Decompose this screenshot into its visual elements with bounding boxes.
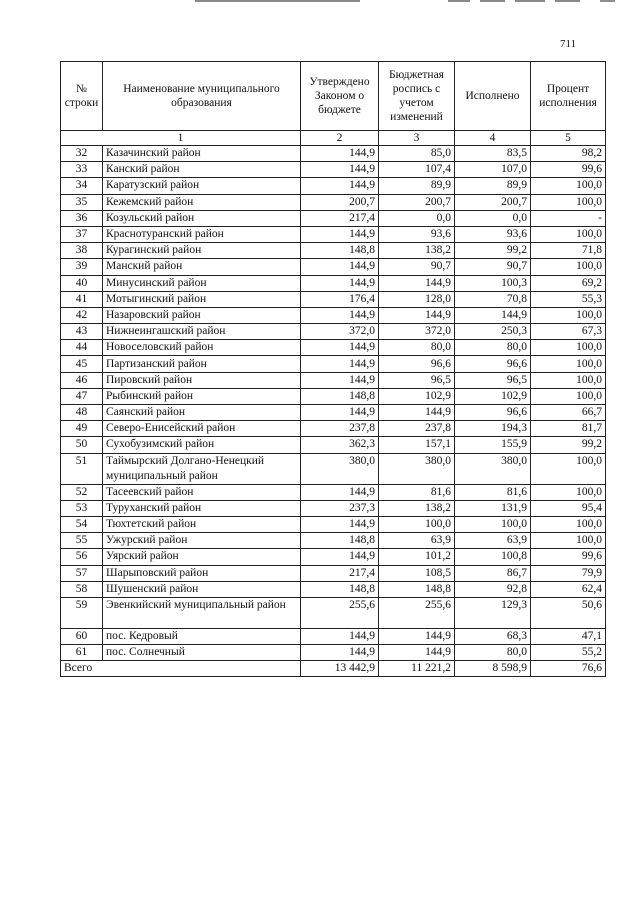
table-row (61, 259, 606, 275)
executed-value: 194,3 (455, 421, 531, 437)
approved-value: 148,8 (301, 581, 379, 597)
executed-value: 131,9 (455, 500, 531, 516)
row-number: 42 (61, 307, 103, 323)
executed-value: 63,9 (455, 533, 531, 549)
approved-value: 144,9 (301, 146, 379, 162)
row-number: 58 (61, 581, 103, 597)
executed-value: 68,3 (455, 628, 531, 644)
executed-value: 99,2 (455, 243, 531, 259)
plan-value: 80,0 (379, 340, 455, 356)
column-number-3: 3 (379, 131, 455, 146)
plan-value: 93,6 (379, 226, 455, 242)
header-name: Наименование муниципального образования (103, 62, 301, 131)
municipality-name: Минусинский район (103, 275, 301, 291)
percent-value: 99,6 (531, 162, 606, 178)
municipality-name: Каратузский район (103, 178, 301, 194)
executed-value: 107,0 (455, 162, 531, 178)
plan-value: 107,4 (379, 162, 455, 178)
approved-value: 217,4 (301, 210, 379, 226)
municipality-name: Курагинский район (103, 243, 301, 259)
executed-value: 80,0 (455, 645, 531, 661)
plan-value: 144,9 (379, 275, 455, 291)
table-row (61, 628, 606, 644)
approved-value: 372,0 (301, 324, 379, 340)
executed-value: 83,5 (455, 146, 531, 162)
table-row (61, 162, 606, 178)
table-row (61, 340, 606, 356)
percent-value: 100,0 (531, 340, 606, 356)
approved-value: 362,3 (301, 437, 379, 453)
plan-value: 0,0 (379, 210, 455, 226)
plan-value: 90,7 (379, 259, 455, 275)
percent-value: 100,0 (531, 194, 606, 210)
header-percent: Процент исполнения (531, 62, 606, 131)
approved-value: 148,8 (301, 533, 379, 549)
approved-value: 144,9 (301, 645, 379, 661)
approved-value: 144,9 (301, 162, 379, 178)
plan-value: 138,2 (379, 500, 455, 516)
row-number: 40 (61, 275, 103, 291)
executed-value: 89,9 (455, 178, 531, 194)
table-row (61, 549, 606, 565)
table-row (61, 307, 606, 323)
total-approved: 13 442,9 (301, 661, 379, 677)
approved-value: 144,9 (301, 356, 379, 372)
executed-value: 129,3 (455, 597, 531, 628)
percent-value: - (531, 210, 606, 226)
table-row (61, 243, 606, 259)
row-number: 33 (61, 162, 103, 178)
percent-value: 81,7 (531, 421, 606, 437)
percent-value: 100,0 (531, 356, 606, 372)
row-number: 50 (61, 437, 103, 453)
table-row (61, 146, 606, 162)
percent-value: 100,0 (531, 307, 606, 323)
municipality-name: пос. Солнечный (103, 645, 301, 661)
executed-value: 380,0 (455, 453, 531, 484)
municipality-name: Кежемский район (103, 194, 301, 210)
row-number: 61 (61, 645, 103, 661)
executed-value: 100,3 (455, 275, 531, 291)
total-row (61, 661, 606, 677)
municipality-name: Казачинский район (103, 146, 301, 162)
executed-value: 102,9 (455, 388, 531, 404)
municipality-name: Манский район (103, 259, 301, 275)
approved-value: 255,6 (301, 597, 379, 628)
percent-value: 55,3 (531, 291, 606, 307)
executed-value: 96,5 (455, 372, 531, 388)
percent-value: 66,7 (531, 405, 606, 421)
approved-value: 144,9 (301, 178, 379, 194)
plan-value: 100,0 (379, 516, 455, 532)
plan-value: 63,9 (379, 533, 455, 549)
approved-value: 237,8 (301, 421, 379, 437)
table-row (61, 437, 606, 453)
table-row (61, 275, 606, 291)
table-row (61, 533, 606, 549)
approved-value: 144,9 (301, 516, 379, 532)
total-executed: 8 598,9 (455, 661, 531, 677)
table-row (61, 405, 606, 421)
table-row (61, 226, 606, 242)
percent-value: 67,3 (531, 324, 606, 340)
approved-value: 144,9 (301, 307, 379, 323)
executed-value: 0,0 (455, 210, 531, 226)
row-number: 52 (61, 484, 103, 500)
plan-value: 144,9 (379, 405, 455, 421)
plan-value: 148,8 (379, 581, 455, 597)
percent-value: 79,9 (531, 565, 606, 581)
executed-value: 96,6 (455, 405, 531, 421)
approved-value: 144,9 (301, 259, 379, 275)
plan-value: 157,1 (379, 437, 455, 453)
table-row (61, 484, 606, 500)
row-number: 39 (61, 259, 103, 275)
plan-value: 128,0 (379, 291, 455, 307)
approved-value: 237,3 (301, 500, 379, 516)
row-number: 53 (61, 500, 103, 516)
plan-value: 144,9 (379, 645, 455, 661)
municipality-name: Мотыгинский район (103, 291, 301, 307)
municipality-name: Тюхтетский район (103, 516, 301, 532)
percent-value: 69,2 (531, 275, 606, 291)
municipality-name: Эвенкийский муниципальный район (103, 597, 301, 628)
approved-value: 148,8 (301, 388, 379, 404)
table-row (61, 453, 606, 484)
municipality-name: Краснотуранский район (103, 226, 301, 242)
total-label: Всего (61, 661, 301, 677)
row-number: 60 (61, 628, 103, 644)
plan-value: 138,2 (379, 243, 455, 259)
row-number: 56 (61, 549, 103, 565)
table-row (61, 178, 606, 194)
executed-value: 144,9 (455, 307, 531, 323)
executed-value: 96,6 (455, 356, 531, 372)
plan-value: 237,8 (379, 421, 455, 437)
approved-value: 148,8 (301, 243, 379, 259)
header-row-no: № строки (61, 62, 103, 131)
approved-value: 144,9 (301, 275, 379, 291)
budget-table (60, 61, 606, 677)
plan-value: 144,9 (379, 307, 455, 323)
percent-value: 100,0 (531, 372, 606, 388)
approved-value: 144,9 (301, 226, 379, 242)
approved-value: 217,4 (301, 565, 379, 581)
executed-value: 93,6 (455, 226, 531, 242)
column-number-2: 2 (301, 131, 379, 146)
row-number: 47 (61, 388, 103, 404)
column-number-5: 5 (531, 131, 606, 146)
municipality-name: Пировский район (103, 372, 301, 388)
approved-value: 144,9 (301, 484, 379, 500)
plan-value: 89,9 (379, 178, 455, 194)
table-row (61, 516, 606, 532)
approved-value: 144,9 (301, 340, 379, 356)
municipality-name: Шушенский район (103, 581, 301, 597)
municipality-name: Новоселовский район (103, 340, 301, 356)
municipality-name: Уярский район (103, 549, 301, 565)
executed-value: 200,7 (455, 194, 531, 210)
plan-value: 372,0 (379, 324, 455, 340)
municipality-name: Ужурский район (103, 533, 301, 549)
row-number: 34 (61, 178, 103, 194)
plan-value: 96,5 (379, 372, 455, 388)
executed-value: 86,7 (455, 565, 531, 581)
executed-value: 100,8 (455, 549, 531, 565)
column-number-1: 1 (61, 131, 301, 146)
row-number: 32 (61, 146, 103, 162)
table-row (61, 597, 606, 628)
row-number: 55 (61, 533, 103, 549)
municipality-name: Партизанский район (103, 356, 301, 372)
table-row (61, 645, 606, 661)
plan-value: 85,0 (379, 146, 455, 162)
executed-value: 90,7 (455, 259, 531, 275)
table-row (61, 210, 606, 226)
row-number: 51 (61, 453, 103, 484)
percent-value: 55,2 (531, 645, 606, 661)
column-number-row (61, 131, 606, 146)
approved-value: 200,7 (301, 194, 379, 210)
row-number: 44 (61, 340, 103, 356)
row-number: 37 (61, 226, 103, 242)
municipality-name: Назаровский район (103, 307, 301, 323)
row-number: 48 (61, 405, 103, 421)
table-row (61, 500, 606, 516)
approved-value: 176,4 (301, 291, 379, 307)
municipality-name: Туруханский район (103, 500, 301, 516)
municipality-name: Сухобузимский район (103, 437, 301, 453)
percent-value: 100,0 (531, 516, 606, 532)
plan-value: 81,6 (379, 484, 455, 500)
percent-value: 100,0 (531, 484, 606, 500)
approved-value: 144,9 (301, 372, 379, 388)
percent-value: 62,4 (531, 581, 606, 597)
percent-value: 99,2 (531, 437, 606, 453)
table-row (61, 356, 606, 372)
row-number: 36 (61, 210, 103, 226)
executed-value: 81,6 (455, 484, 531, 500)
municipality-name: пос. Кедровый (103, 628, 301, 644)
plan-value: 96,6 (379, 356, 455, 372)
row-number: 35 (61, 194, 103, 210)
header-budget-plan: Бюджетная роспись с учетом изменений (379, 62, 455, 131)
plan-value: 200,7 (379, 194, 455, 210)
percent-value: 98,2 (531, 146, 606, 162)
table-row (61, 421, 606, 437)
municipality-name: Шарыповский район (103, 565, 301, 581)
row-number: 49 (61, 421, 103, 437)
municipality-name: Таймырский Долгано-Ненецкий муниципальный район (103, 453, 301, 484)
percent-value: 100,0 (531, 388, 606, 404)
municipality-name: Рыбинский район (103, 388, 301, 404)
table-row (61, 565, 606, 581)
percent-value: 50,6 (531, 597, 606, 628)
plan-value: 255,6 (379, 597, 455, 628)
table-row (61, 324, 606, 340)
total-percent: 76,6 (531, 661, 606, 677)
municipality-name: Саянский район (103, 405, 301, 421)
percent-value: 95,4 (531, 500, 606, 516)
executed-value: 100,0 (455, 516, 531, 532)
percent-value: 100,0 (531, 533, 606, 549)
executed-value: 70,8 (455, 291, 531, 307)
municipality-name: Канский район (103, 162, 301, 178)
percent-value: 47,1 (531, 628, 606, 644)
approved-value: 144,9 (301, 549, 379, 565)
approved-value: 144,9 (301, 628, 379, 644)
row-number: 43 (61, 324, 103, 340)
table-row (61, 372, 606, 388)
percent-value: 100,0 (531, 453, 606, 484)
percent-value: 71,8 (531, 243, 606, 259)
row-number: 38 (61, 243, 103, 259)
executed-value: 250,3 (455, 324, 531, 340)
percent-value: 100,0 (531, 178, 606, 194)
row-number: 54 (61, 516, 103, 532)
header-row (61, 62, 606, 131)
header-executed: Исполнено (455, 62, 531, 131)
row-number: 46 (61, 372, 103, 388)
plan-value: 101,2 (379, 549, 455, 565)
top-scan-lines (0, 0, 640, 6)
percent-value: 100,0 (531, 226, 606, 242)
row-number: 57 (61, 565, 103, 581)
row-number: 59 (61, 597, 103, 628)
municipality-name: Северо-Енисейский район (103, 421, 301, 437)
municipality-name: Тасеевский район (103, 484, 301, 500)
page-number: 711 (560, 38, 577, 50)
approved-value: 380,0 (301, 453, 379, 484)
executed-value: 80,0 (455, 340, 531, 356)
plan-value: 102,9 (379, 388, 455, 404)
percent-value: 99,6 (531, 549, 606, 565)
executed-value: 92,8 (455, 581, 531, 597)
table-row (61, 388, 606, 404)
header-approved: Утверждено Законом о бюджете (301, 62, 379, 131)
approved-value: 144,9 (301, 405, 379, 421)
column-number-4: 4 (455, 131, 531, 146)
row-number: 41 (61, 291, 103, 307)
plan-value: 108,5 (379, 565, 455, 581)
table-row (61, 581, 606, 597)
executed-value: 155,9 (455, 437, 531, 453)
municipality-name: Нижнеингашский район (103, 324, 301, 340)
row-number: 45 (61, 356, 103, 372)
municipality-name: Козульский район (103, 210, 301, 226)
table-row (61, 291, 606, 307)
table-row (61, 194, 606, 210)
plan-value: 144,9 (379, 628, 455, 644)
plan-value: 380,0 (379, 453, 455, 484)
percent-value: 100,0 (531, 259, 606, 275)
total-plan: 11 221,2 (379, 661, 455, 677)
